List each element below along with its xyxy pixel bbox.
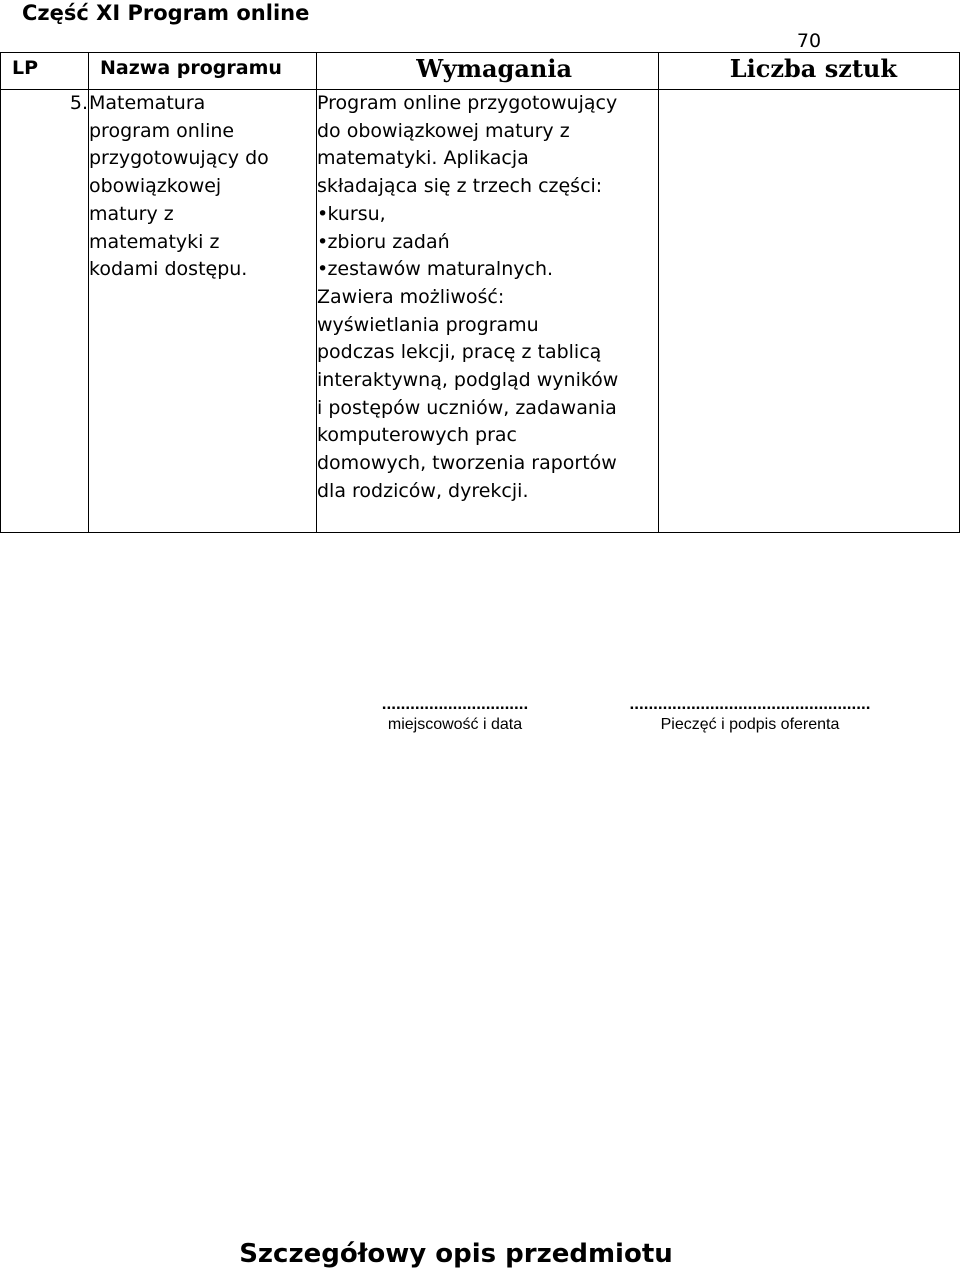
- requirements-bullet-item: [317, 201, 658, 229]
- requirements-line: do obowiązkowej matury z: [317, 119, 570, 142]
- bullet-text: zestawów maturalnych.: [327, 258, 554, 281]
- requirements-line: Zawiera możliwość:: [317, 285, 505, 308]
- requirements-line: podczas lekcji, pracę z tablicą: [317, 341, 602, 364]
- bullet-icon: •: [317, 202, 329, 225]
- row-lp: 5.: [69, 92, 88, 114]
- quantity-value: 70: [796, 30, 822, 52]
- requirements-line: Program online przygotowujący: [317, 92, 618, 114]
- requirements-line: dla rodziców, dyrekcji.: [317, 479, 529, 502]
- requirements-line: składająca się z trzech części:: [317, 175, 603, 198]
- place-date-dotted-line: ...............................: [381, 694, 529, 713]
- header-quantity: Liczba sztuk: [659, 53, 960, 90]
- requirements-line: i postępów uczniów, zadawania: [317, 396, 617, 419]
- header-requirements: Wymagania: [317, 53, 659, 90]
- requirements-bullet-item: [317, 229, 658, 257]
- program-name-line: Matematura: [89, 92, 206, 114]
- row-name-cell: [89, 90, 317, 533]
- place-date-signature: [330, 694, 580, 735]
- program-name-line: przygotowujący do: [89, 147, 269, 170]
- table-row: [1, 90, 960, 533]
- table-header-row: [1, 53, 960, 90]
- requirements-line: wyświetlania programu: [317, 313, 539, 336]
- program-name-line: obowiązkowej: [89, 175, 222, 198]
- requirements-bullet-item: [317, 256, 658, 284]
- row-lp-cell: [1, 90, 89, 533]
- bullet-icon: •: [317, 258, 329, 281]
- bullet-text: kursu,: [327, 202, 386, 225]
- program-name-line: matury z: [89, 202, 174, 225]
- requirements-line: interaktywną, podgląd wyników: [317, 369, 619, 392]
- requirements-line: komputerowych prac: [317, 424, 517, 447]
- requirements-line: matematyki. Aplikacja: [317, 147, 529, 170]
- footer-title: Szczegółowy opis przedmiotu: [239, 1239, 673, 1269]
- program-name-line: matematyki z: [89, 230, 220, 253]
- bullet-icon: •: [317, 230, 329, 253]
- requirements-line: domowych, tworzenia raportów: [317, 452, 617, 475]
- program-name-line: program online: [89, 119, 235, 142]
- offer-table: [0, 30, 960, 533]
- stamp-signature: [600, 694, 900, 735]
- program-name-line: kodami dostępu.: [89, 258, 248, 281]
- section-title: Część XI Program online: [22, 1, 310, 25]
- bullet-text: zbioru zadań: [327, 230, 450, 253]
- place-date-caption: miejscowość i data: [387, 716, 523, 733]
- row-requirements-cell: [317, 90, 659, 533]
- header-program-name: Nazwa programu: [89, 53, 317, 90]
- header-lp: LP: [1, 53, 89, 90]
- stamp-dotted-line: ...................................................: [629, 694, 871, 713]
- stamp-caption: Pieczęć i podpis oferenta: [660, 716, 840, 733]
